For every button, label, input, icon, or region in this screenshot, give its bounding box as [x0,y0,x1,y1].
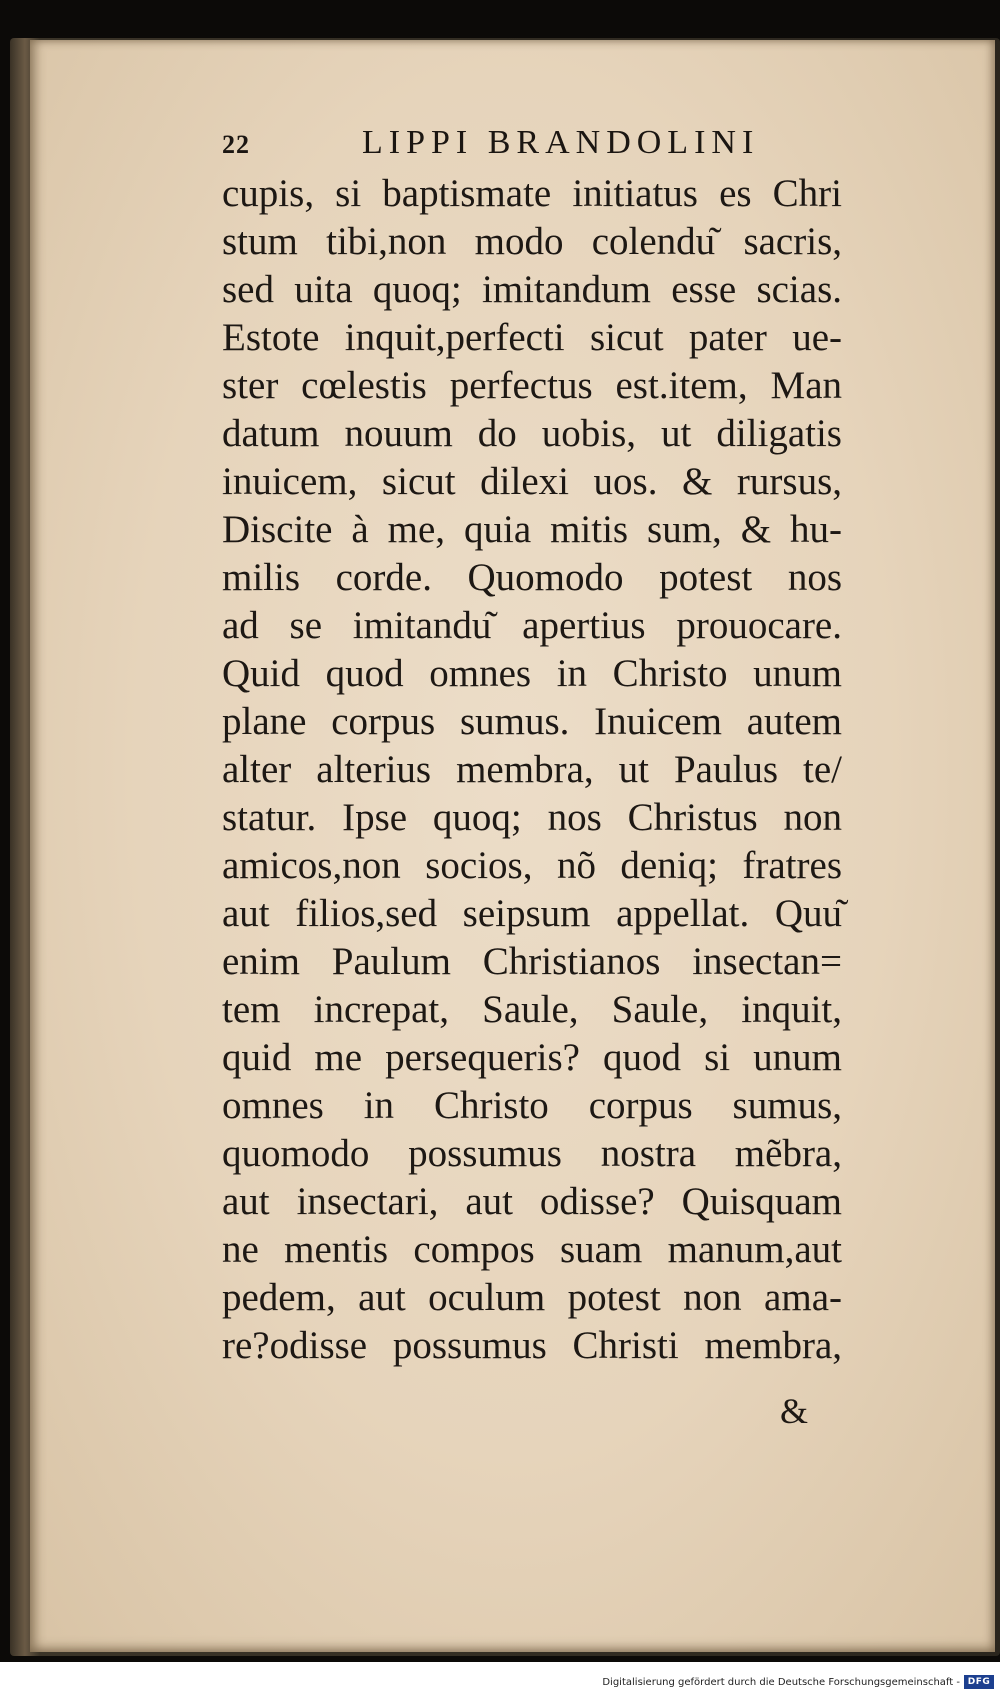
page-header [222,124,822,168]
page-number: 22 [222,130,250,159]
text-line: enim Paulum Christianos insectan= [222,940,842,983]
text-line: cupis, si baptismate initiatus es Chri [222,172,842,215]
text-line: ster cœlestis perfectus est.item, Man [222,364,842,407]
text-line: pedem, aut oculum potest non ama- [222,1276,842,1319]
text-line: sed uita quoq; imitandum esse scias. [222,268,842,311]
dfg-logo: DFG [964,1675,994,1689]
text-line: ad se imitandu͂ apertius prouocare. [222,604,842,647]
text-line: tem increpat, Saule, Saule, inquit, [222,988,842,1031]
text-line: Quid quod omnes in Christo unum [222,652,842,695]
text-line: amicos,non socios, nõ deniq; fratres [222,844,842,887]
digitization-credit: Digitalisierung gefördert durch die Deutsche Forschungsgemeinschaft - [602,1677,960,1688]
text-line: alter alterius membra, ut Paulus te/ [222,748,842,791]
text-line: quomodo possumus nostra mẽbra, [222,1132,842,1175]
text-line: stum tibi,non modo colendu͂ sacris, [222,220,842,263]
text-line: inuicem, sicut dilexi uos. & rursus, [222,460,842,503]
text-line: plane corpus sumus. Inuicem autem [222,700,842,743]
text-line: Estote inquit,perfecti sicut pater ue- [222,316,842,359]
text-line: datum nouum do uobis, ut diligatis [222,412,842,455]
text-line: quid me persequeris? quod si unum [222,1036,842,1079]
text-line: omnes in Christo corpus sumus, [222,1084,842,1127]
text-line: Discite à me, quia mitis sum, & hu- [222,508,842,551]
text-line: aut filios,sed seipsum appellat. Quu͂ [222,892,842,935]
text-line: re?odisse possumus Christi membra, [222,1324,842,1367]
running-head: LIPPI BRANDOLINI [362,124,760,161]
catchword: & [780,1391,809,1431]
text-line: milis corde. Quomodo potest nos [222,556,842,599]
text-line: statur. Ipse quoq; nos Christus non [222,796,842,839]
text-line: ne mentis compos suam manum,aut [222,1228,842,1271]
text-line: aut insectari, aut odisse? Quisquam [222,1180,842,1223]
body-text [222,170,842,1370]
